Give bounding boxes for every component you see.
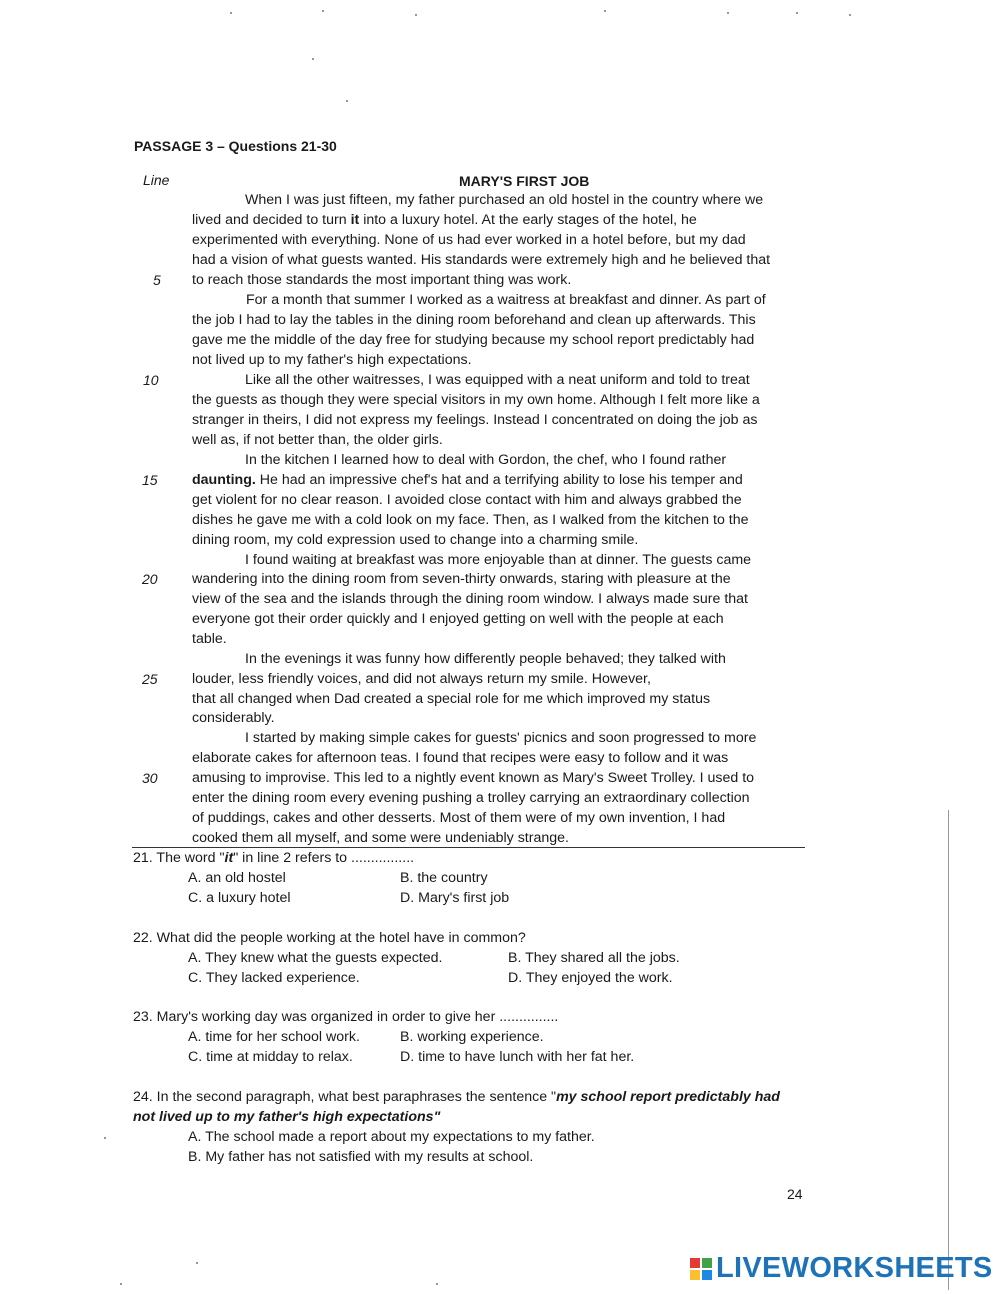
question-21-stem: 21. The word "it" in line 2 refers to ................ <box>133 850 415 866</box>
q24-option-a[interactable]: A. The school made a report about my expectations to my father. <box>188 1129 595 1145</box>
passage-line: wandering into the dining room from seven-thirty onwards, staring with pleasure at the <box>192 571 731 587</box>
q22-option-c[interactable]: C. They lacked experience. <box>188 970 360 986</box>
scan-speck <box>196 1262 198 1264</box>
line-number: 10 <box>143 372 159 388</box>
scan-speck <box>322 10 324 12</box>
question-23-stem: 23. Mary's working day was organized in order to give her ............... <box>133 1009 559 1025</box>
line-number: 25 <box>142 671 158 687</box>
passage-line: view of the sea and the islands through the dining room window. I always made sure that <box>192 591 748 607</box>
passage-line: the guests as though they were special visitors in my own home. Although I felt more like a <box>192 392 760 408</box>
passage-line: In the kitchen I learned how to deal with Gordon, the chef, who I found rather <box>245 452 727 468</box>
scan-speck <box>104 1137 106 1139</box>
bold-word-daunting: daunting. <box>192 472 256 488</box>
passage-line: When I was just fifteen, my father purchased an old hostel in the country where we <box>245 192 764 208</box>
q21-option-b[interactable]: B. the country <box>400 870 488 886</box>
logo-square <box>690 1270 700 1280</box>
line-label: Line <box>143 172 170 188</box>
passage-line: gave me the middle of the day free for studying because my school report predictably had <box>192 332 755 348</box>
scan-speck <box>312 58 314 60</box>
passage-heading: PASSAGE 3 – Questions 21-30 <box>134 138 337 154</box>
scan-speck <box>415 14 417 16</box>
q22-option-a[interactable]: A. They knew what the guests expected. <box>188 950 443 966</box>
passage-line: elaborate cakes for afternoon teas. I found that recipes were easy to follow and it was <box>192 750 729 766</box>
passage-line: everyone got their order quickly and I enjoyed getting on well with the people at each <box>192 611 724 627</box>
logo-mark-icon <box>690 1258 712 1280</box>
passage-line: dining room, my cold expression used to change into a charming smile. <box>192 532 639 548</box>
passage-line: not lived up to my father's high expectations. <box>192 352 472 368</box>
passage-line: lived and decided to turn it into a luxury hotel. At the early stages of the hotel, he <box>192 212 697 228</box>
page-number: 24 <box>787 1186 803 1202</box>
passage-line: of puddings, cakes and other desserts. Most of them were of my own invention, I had <box>192 810 726 826</box>
passage-line: considerably. <box>192 710 275 726</box>
passage-line: louder, less friendly voices, and did not always return my smile. However, <box>192 671 651 687</box>
passage-line: that all changed when Dad created a special role for me which improved my status <box>192 691 711 707</box>
line-number: 30 <box>142 770 158 786</box>
passage-line: amusing to improvise. This led to a nightly event known as Mary's Sweet Trolley. I used to <box>192 770 755 786</box>
question-24-stem-cont: not lived up to my father's high expectations" <box>133 1109 441 1125</box>
logo-square <box>690 1258 700 1268</box>
question-22-stem: 22. What did the people working at the hotel have in common? <box>133 930 526 946</box>
scan-speck <box>796 12 798 14</box>
q22-option-b[interactable]: B. They shared all the jobs. <box>508 950 680 966</box>
line-number: 20 <box>142 571 158 587</box>
q21-option-d[interactable]: D. Mary's first job <box>400 890 510 906</box>
line-number: 5 <box>153 272 161 288</box>
line-number: 15 <box>142 472 158 488</box>
logo-square <box>702 1270 712 1280</box>
passage-line: Like all the other waitresses, I was equipped with a neat uniform and told to treat <box>245 372 750 388</box>
q21-option-a[interactable]: A. an old hostel <box>188 870 286 886</box>
passage-line: well as, if not better than, the older girls. <box>192 432 443 448</box>
passage-line: dishes he gave me with a cold look on my face. Then, as I walked from the kitchen to the <box>192 512 749 528</box>
passage-line: For a month that summer I worked as a waitress at breakfast and dinner. As part of <box>246 292 766 308</box>
passage-line: stranger in theirs, I did not express my feelings. Instead I concentrated on doing the job as <box>192 412 758 428</box>
passage-line: I started by making simple cakes for guests' picnics and soon progressed to more <box>245 730 757 746</box>
scan-speck <box>436 1283 438 1285</box>
liveworksheets-logo[interactable] <box>690 1252 993 1285</box>
passage-line: experimented with everything. None of us had ever worked in a hotel before, but my dad <box>192 232 746 248</box>
passage-title: MARY'S FIRST JOB <box>459 173 590 189</box>
scan-speck <box>230 12 232 14</box>
passage-line: daunting. He had an impressive chef's hat and a terrifying ability to lose his temper and <box>192 472 743 488</box>
question-24-stem: 24. In the second paragraph, what best paraphrases the sentence "my school report predictably had <box>133 1089 780 1105</box>
passage-line: get violent for no clear reason. I avoided close contact with him and always grabbed the <box>192 492 742 508</box>
logo-square <box>702 1258 712 1268</box>
scan-speck <box>604 10 606 12</box>
passage-line: table. <box>192 631 227 647</box>
scan-speck <box>120 1283 122 1285</box>
q23-option-c[interactable]: C. time at midday to relax. <box>188 1049 353 1065</box>
scan-edge <box>948 810 949 1290</box>
passage-line: enter the dining room every evening pushing a trolley carrying an extraordinary collection <box>192 790 750 806</box>
passage-line: the job I had to lay the tables in the dining room beforehand and clean up afterwards. This <box>192 312 756 328</box>
referenced-word-it: it <box>350 212 360 228</box>
passage-line: I found waiting at breakfast was more enjoyable than at dinner. The guests came <box>245 552 752 568</box>
q24-option-b[interactable]: B. My father has not satisfied with my results at school. <box>188 1149 534 1165</box>
scan-speck <box>727 12 729 14</box>
q23-option-d[interactable]: D. time to have lunch with her fat her. <box>400 1049 635 1065</box>
q21-option-c[interactable]: C. a luxury hotel <box>188 890 291 906</box>
q23-option-a[interactable]: A. time for her school work. <box>188 1029 360 1045</box>
scan-speck <box>346 100 348 102</box>
scan-speck <box>849 14 851 16</box>
q23-option-b[interactable]: B. working experience. <box>400 1029 544 1045</box>
q22-option-d[interactable]: D. They enjoyed the work. <box>508 970 673 986</box>
passage-line: had a vision of what guests wanted. His standards were extremely high and he believed that <box>192 252 771 268</box>
passage-line: cooked them all myself, and some were undeniably strange. <box>192 830 569 846</box>
passage-line: In the evenings it was funny how differently people behaved; they talked with <box>245 651 726 667</box>
brand-name: LIVEWORKSHEETS <box>716 1252 993 1284</box>
passage-line: to reach those standards the most important thing was work. <box>192 272 572 288</box>
